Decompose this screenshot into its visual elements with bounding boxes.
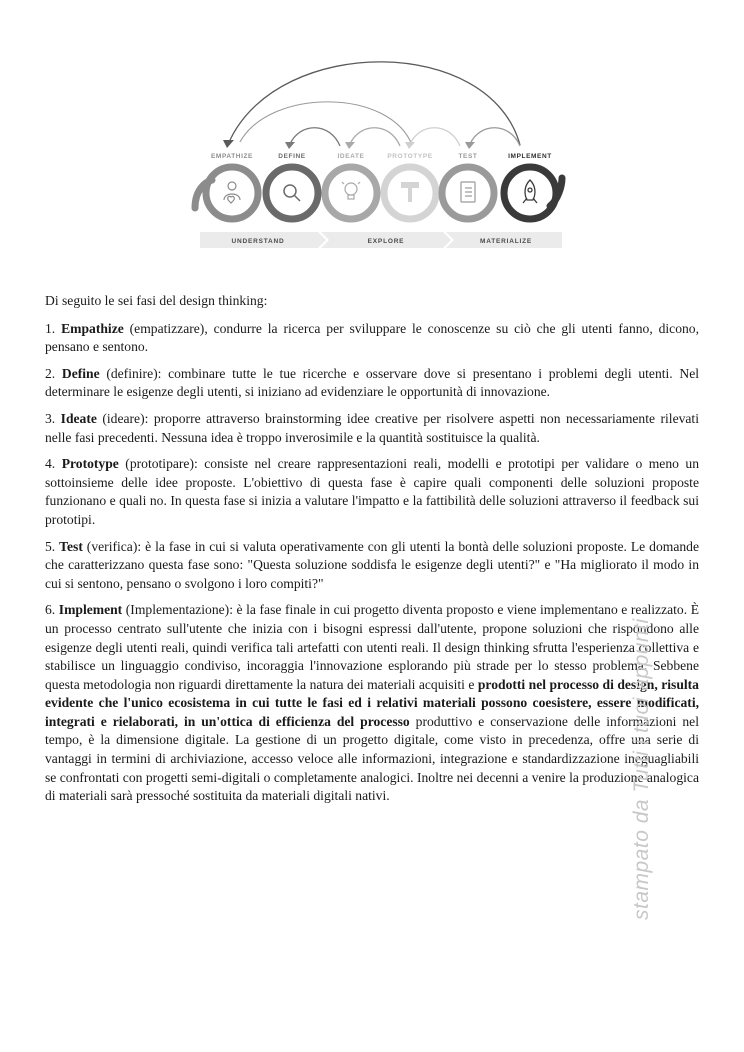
item-test — [45, 538, 699, 594]
arrowhead-empathize — [223, 140, 234, 148]
stage-label-define: DEFINE — [278, 153, 306, 160]
body-text — [45, 292, 699, 814]
item-number: 1. — [45, 320, 56, 336]
design-thinking-svg — [190, 60, 570, 255]
watermark: stampato da Tutti i tuoi appunti — [630, 618, 653, 920]
item-text: (Implementazione): è la fase finale in cui progetto diventa proposto e viene implementano e realizzato. È un processo centrato sull'utente che inizia con i bisogni espressi dall'utente, propone soluzioni che rispondono alle esigenze degli utenti reali, quindi verifica tali artefatti con utenti reali. Il design thinking sfrutta l'esperienza collettiva e stabilisce un linguaggio condiviso, incoraggia l'innovazione esplorando più strade per lo stesso problema. Sebbene questa metodologia non riguardi direttamente la natura dei materiali acquisiti e — [45, 602, 699, 692]
rocket-icon — [523, 180, 537, 203]
item-text: (prototipare): consiste nel creare rappresentazioni reali, modelli e prototipi per validare o meno un sottoinsieme delle idee proposte. L'obiettivo di questa fase è capire quali componenti delle soluzioni proposte funzionano e quali no. In questa fase si inizia a valutare l'impatto e la fattibilità delle soluzioni attraverso il feedback sui prototipi. — [45, 456, 699, 527]
item-prototype — [45, 455, 699, 529]
stage-ring-empathize — [206, 167, 258, 219]
item-number: 5. — [45, 538, 56, 554]
stage-label-test: TEST — [458, 153, 478, 160]
arc-test — [470, 128, 520, 146]
intro-paragraph: Di seguito le sei fasi del design thinking: — [45, 293, 268, 308]
item-term: Define — [61, 365, 100, 381]
arrowhead-ideate — [345, 142, 355, 149]
item-number: 2. — [45, 365, 56, 381]
item-text: (ideare): proporre attraverso brainstorming idee creative per risolvere aspetti non necessariamente rilevati nelle fasi precedenti. Nessuna idea è troppo inverosimile e la quantità sostituisce la qualità. — [45, 410, 699, 445]
phase-label-understand: UNDERSTAND — [231, 238, 285, 245]
arrowhead-prototype — [405, 142, 415, 149]
item-define — [45, 365, 699, 402]
item-text: (verifica): è la fase in cui si valuta operativamente con gli utenti la bontà delle soluzioni proposte. Le domande che caratterizzano questa fase sono: "Questa soluzione soddisfa le esigenze degli utenti?" e "Ha migliorato il modo in cui si sentono, pensano o svolgono i loro compiti?" — [45, 538, 699, 591]
item-number: 4. — [45, 456, 56, 472]
stage-label-implement: IMPLEMENT — [508, 153, 552, 160]
person-heart-icon — [224, 182, 240, 203]
design-thinking-diagram — [190, 60, 570, 255]
stage-label-prototype: PROTOTYPE — [387, 153, 433, 160]
item-number: 6. — [45, 602, 56, 618]
item-number: 3. — [45, 410, 56, 426]
item-empathize — [45, 320, 699, 357]
lightbulb-icon — [342, 182, 360, 199]
return-arc-test — [240, 102, 412, 145]
checklist-icon — [461, 182, 475, 202]
item-text-continued: produttivo e conservazione delle informazioni nel tempo, è la dimensione digitale. La gestione di un progetto digitale, come visto in precedenza, offre una serie di vantaggi in termini di archiviazione, accesso veloce alle informazioni, integrazione e standardizzazione ineguagliabili se confrontati con progetti semi-digitali o completamente analogici. Inoltre nei decenni a venire la produzione analogica di materiali sarà pressoché sostituita da materiali digitali nativi. — [45, 713, 699, 804]
item-ideate — [45, 410, 699, 447]
item-text: (empatizzare), condurre la ricerca per sviluppare le conoscenze su ciò che gli utenti fanno, dicono, pensano e sentono. — [45, 320, 699, 355]
arrowhead-define — [285, 142, 295, 149]
hammer-icon — [401, 182, 419, 202]
stage-ring-implement — [504, 167, 556, 219]
phase-label-materialize: MATERIALIZE — [479, 238, 533, 245]
item-term: Implement — [58, 602, 123, 618]
stage-ring-test — [442, 167, 494, 219]
stage-ring-ideate — [325, 167, 377, 219]
item-term: Prototype — [61, 456, 119, 472]
arc-define — [290, 128, 340, 146]
arc-ideate — [350, 128, 400, 146]
stage-label-ideate: IDEATE — [337, 153, 365, 160]
item-term: Empathize — [61, 320, 124, 336]
magnifier-icon — [284, 185, 300, 201]
arc-prototype — [410, 128, 460, 146]
item-bold-text: prodotti nel processo di design, risulta evidente che l'unico ecosistema in cui tutte le fasi ed i relativi materiali possono coesistere, essere modificati, integrati e rielaborati, in un'ottica di efficienza del processo — [45, 676, 699, 729]
item-term: Ideate — [60, 410, 97, 426]
stage-ring-define — [266, 167, 318, 219]
item-term: Test — [59, 538, 83, 554]
item-text: (definire): combinare tutte le tue ricerche e osservare dove si presentano i problemi degli utenti. Nel determinare le esigenze degli utenti, si iniziano ad evidenziare le opportunità di innovazione. — [45, 365, 700, 400]
phase-label-explore: EXPLORE — [367, 238, 405, 245]
item-implement — [45, 601, 699, 806]
return-arc-implement — [230, 62, 520, 145]
arrowhead-test — [465, 142, 475, 149]
stage-label-empathize: EMPATHIZE — [211, 153, 253, 160]
